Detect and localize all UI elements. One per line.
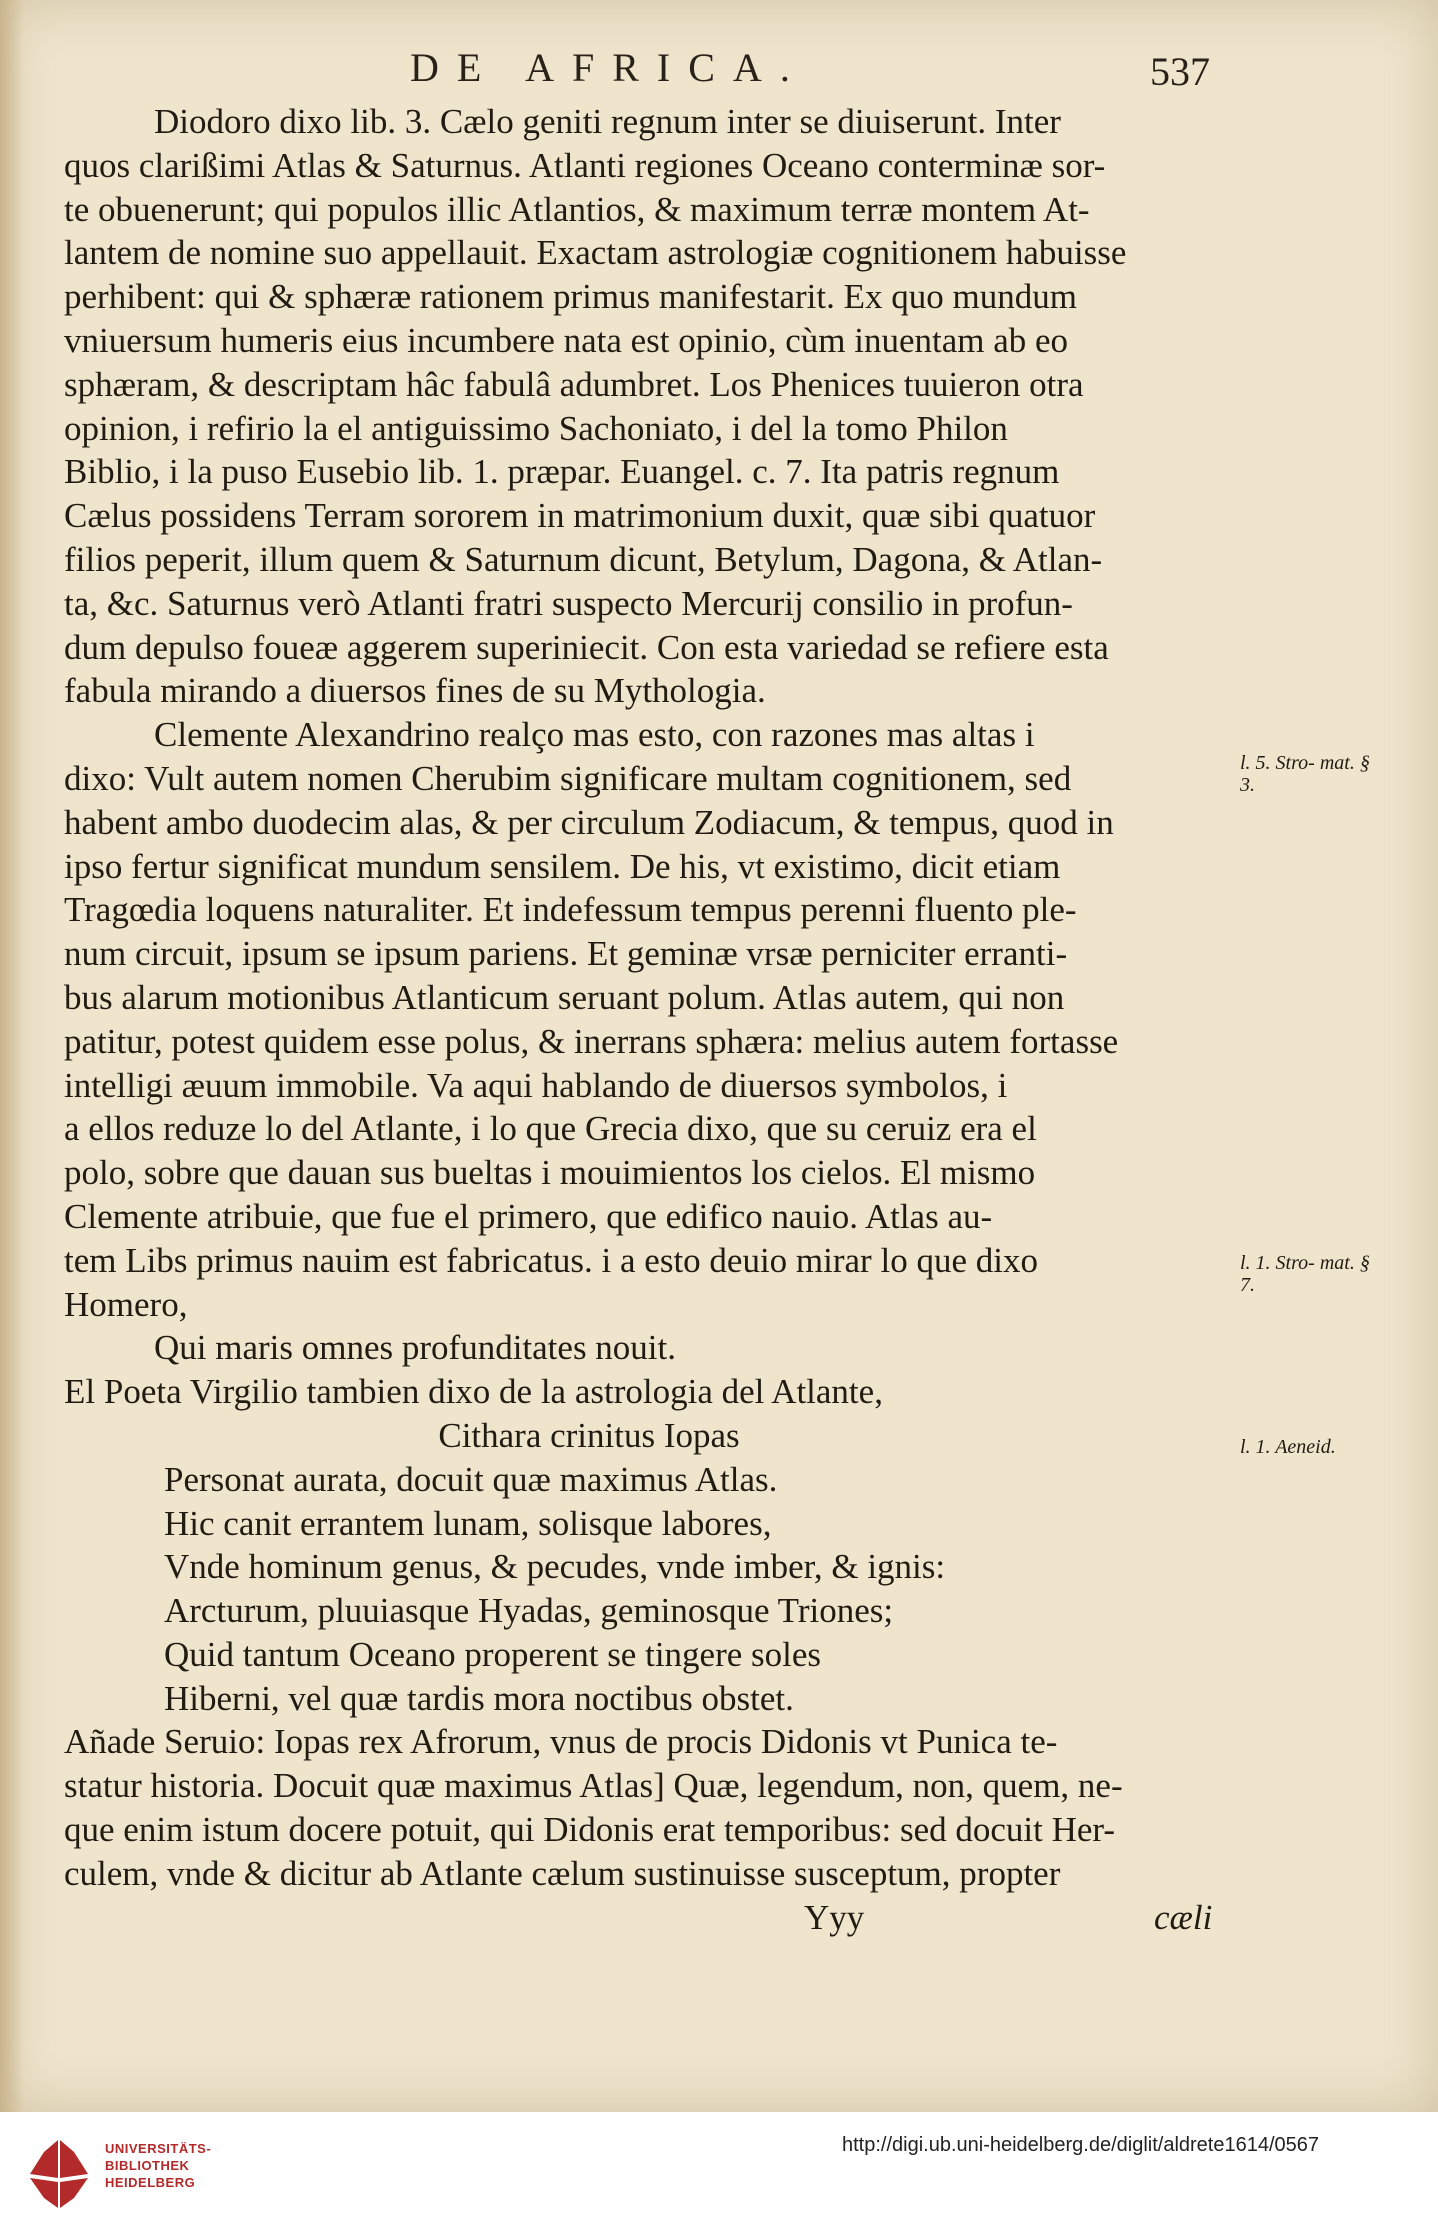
verse-line: Arcturum, pluuiasque Hyadas, geminosque Triones;	[164, 1591, 894, 1631]
text-line: num circuit, ipsum se ipsum pariens. Et geminæ vrsæ perniciter erranti-	[64, 934, 1068, 974]
text-line: sphæram, & descriptam hâc fabulâ adumbret. Los Phenices tuuieron otra	[64, 364, 1084, 404]
library-name	[105, 2140, 211, 2191]
text-line: que enim istum docere potuit, qui Didonis erat temporibus: sed docuit Her-	[64, 1810, 1116, 1850]
verse-line: Hic canit errantem lunam, solisque labores,	[164, 1503, 772, 1543]
marginal-note: l. 1. Stro- mat. § 7.	[1240, 1252, 1370, 1296]
text-line: ipso fertur significat mundum sensilem. De his, vt existimo, dicit etiam	[64, 846, 1061, 886]
marginal-note: l. 5. Stro- mat. § 3.	[1240, 752, 1370, 796]
text-line: statur historia. Docuit quæ maximus Atlas] Quæ, legendum, non, quem, ne-	[64, 1766, 1123, 1806]
text-line: polo, sobre que dauan sus bueltas i mouimientos los cielos. El mismo	[64, 1153, 1036, 1193]
text-line: filios peperit, illum quem & Saturnum dicunt, Betylum, Dagona, & Atlan-	[64, 539, 1103, 579]
quote-line: Qui maris omnes profunditates nouit.	[154, 1328, 677, 1368]
text-line: opinion, i refirio la el antiguissimo Sachoniato, i del la tomo Philon	[64, 408, 1008, 448]
text-line: te obuenerunt; qui populos illic Atlantios, & maximum terræ montem At-	[64, 189, 1090, 229]
text-line: Añade Seruio: Iopas rex Afrorum, vnus de procis Didonis vt Punica te-	[64, 1722, 1058, 1762]
page-gutter-shadow	[0, 0, 24, 2112]
text-line: fabula mirando a diuersos fines de su Mythologia.	[64, 671, 766, 711]
catchword: cæli	[1154, 1897, 1213, 1937]
text-line: Clemente atribuie, que fue el primero, que edifico nauio. Atlas au-	[64, 1196, 993, 1236]
folio-number: 537	[1150, 49, 1210, 94]
text-line: dixo: Vult autem nomen Cherubim significare multam cognitionem, sed	[64, 758, 1072, 798]
text-line: dum depulso foueæ aggerem superiniecit. Con esta variedad se refiere esta	[64, 627, 1109, 667]
text-line: quos clarißimi Atlas & Saturnus. Atlanti regiones Oceano conterminæ sor-	[64, 145, 1106, 185]
text-line: El Poeta Virgilio tambien dixo de la astrologia del Atlante,	[64, 1372, 883, 1412]
marginal-note: l. 1. Aeneid.	[1240, 1436, 1336, 1458]
footer-bar	[0, 2112, 1438, 2235]
text-line: Cælus possidens Terram sororem in matrimonium duxit, quæ sibi quatuor	[64, 496, 1096, 536]
library-name-line: UNIVERSITÄTS-	[105, 2141, 212, 2156]
main-text	[64, 100, 1234, 1939]
text-line: vniuersum humeris eius incumbere nata est opinio, cùm inuentam ab eo	[64, 320, 1069, 360]
verse-line: Hiberni, vel quæ tardis mora noctibus obstet.	[164, 1678, 794, 1718]
text-line: Diodoro dixo lib. 3. Cælo geniti regnum inter se diuiserunt. Inter	[154, 102, 1061, 141]
text-line: perhibent: qui & sphæræ rationem primus manifestarit. Ex quo mundum	[64, 277, 1077, 317]
running-head: DE AFRICA.	[410, 45, 808, 90]
library-name-line: BIBLIOTHEK	[105, 2158, 190, 2173]
verse-line: Quid tantum Oceano properent se tingere soles	[164, 1634, 822, 1674]
text-line: culem, vnde & dicitur ab Atlante cælum sustinuisse susceptum, propter	[64, 1853, 1061, 1893]
catchword-row	[64, 1896, 1234, 1940]
text-line: intelligi æuum immobile. Va aqui hablando de diuersos symbolos, i	[64, 1065, 1008, 1105]
source-url-link[interactable]: http://digi.ub.uni-heidelberg.de/diglit/aldrete1614/0567	[842, 2134, 1320, 2156]
text-line: Biblio, i la puso Eusebio lib. 1. præpar. Euangel. c. 7. Ita patris regnum	[64, 452, 1060, 492]
signature-mark: Yyy	[804, 1897, 865, 1937]
verse-heading: Cithara crinitus Iopas	[438, 1415, 740, 1455]
verse-line: Vnde hominum genus, & pecudes, vnde imber, & ignis:	[164, 1547, 946, 1587]
text-line: patitur, potest quidem esse polus, & inerrans sphæra: melius autem fortasse	[64, 1021, 1119, 1061]
text-line: bus alarum motionibus Atlanticum seruant polum. Atlas autem, qui non	[64, 977, 1065, 1017]
text-line: habent ambo duodecim alas, & per circulum Zodiacum, & tempus, quod in	[64, 802, 1114, 842]
university-logo-icon	[24, 2132, 94, 2216]
verse-line: Personat aurata, docuit quæ maximus Atlas.	[164, 1459, 778, 1499]
text-line: lantem de nomine suo appellauit. Exactam astrologiæ cognitionem habuisse	[64, 233, 1127, 273]
text-line: ta, &c. Saturnus verò Atlanti fratri suspecto Mercurij consilio in profun-	[64, 583, 1073, 623]
text-line: Clemente Alexandrino realço mas esto, con razones mas altas i	[154, 715, 1035, 755]
text-line: tem Libs primus nauim est fabricatus. i a esto deuio mirar lo que dixo	[64, 1240, 1038, 1280]
library-name-line: HEIDELBERG	[105, 2175, 196, 2190]
text-line: Homero,	[64, 1284, 188, 1324]
text-line: a ellos reduze lo del Atlante, i lo que Grecia dixo, que su ceruiz era el	[64, 1109, 1037, 1149]
text-line: Tragœdia loquens naturaliter. Et indefessum tempus perenni fluento ple-	[64, 890, 1077, 930]
